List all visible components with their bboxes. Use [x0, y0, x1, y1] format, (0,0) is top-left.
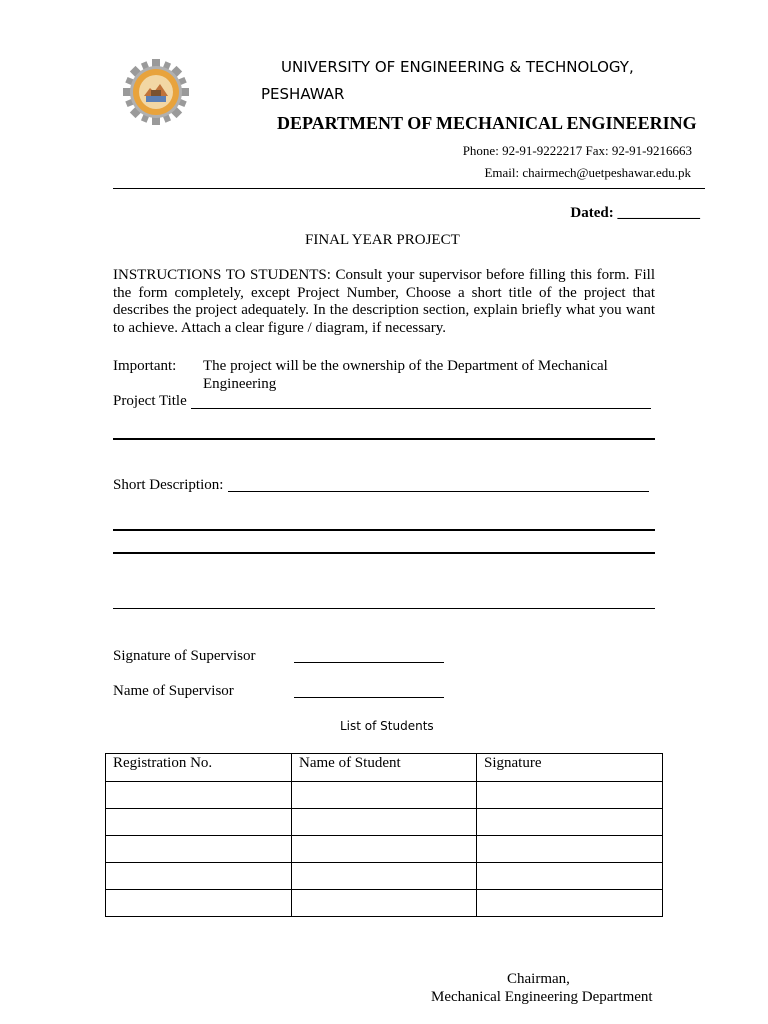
- project-title-extra-line[interactable]: [113, 438, 655, 440]
- important-label: Important:: [113, 358, 177, 374]
- short-description-input-line[interactable]: [228, 491, 649, 492]
- header-divider: [113, 188, 705, 189]
- project-title-label: Project Title: [113, 393, 187, 409]
- supervisor-name-label: Name of Supervisor: [113, 683, 234, 699]
- column-header-signature: Signature: [477, 754, 663, 782]
- description-line-3[interactable]: [113, 608, 655, 609]
- form-title: FINAL YEAR PROJECT: [305, 232, 460, 248]
- important-text: The project will be the ownership of the Department of Mechanical Engineering: [203, 358, 608, 392]
- supervisor-signature-label: Signature of Supervisor: [113, 648, 256, 664]
- signature-cell[interactable]: [477, 890, 663, 917]
- project-title-input-line[interactable]: [191, 408, 651, 409]
- phone-fax: Phone: 92-91-9222217 Fax: 92-91-9216663: [462, 143, 692, 158]
- short-description-label: Short Description:: [113, 477, 224, 493]
- table-row: [106, 782, 663, 809]
- column-header-student-name: Name of Student: [292, 754, 477, 782]
- instructions-paragraph: INSTRUCTIONS TO STUDENTS: Consult your supervisor before filling this form. Fill the form completely, except Project Number, Choose a short title of the project that describes the project adequately. In the description section, explain briefly what you want to achieve. Attach a clear figure / diagram, if necessary.: [113, 267, 655, 336]
- student-name-cell[interactable]: [292, 809, 477, 836]
- table-row: [106, 809, 663, 836]
- description-line-2[interactable]: [113, 552, 655, 554]
- student-name-cell[interactable]: [292, 782, 477, 809]
- registration-cell[interactable]: [106, 863, 292, 890]
- table-row: [106, 890, 663, 917]
- university-gear-seal-icon: [121, 58, 191, 126]
- university-name-line1: UNIVERSITY OF ENGINEERING & TECHNOLOGY,: [281, 58, 634, 76]
- table-row: [106, 863, 663, 890]
- department-name: DEPARTMENT OF MECHANICAL ENGINEERING: [277, 113, 697, 133]
- supervisor-signature-line[interactable]: [294, 662, 444, 663]
- chairman-department: Mechanical Engineering Department: [431, 989, 653, 1005]
- chairman-title: Chairman,: [507, 971, 570, 987]
- table-row: [106, 836, 663, 863]
- student-name-cell[interactable]: [292, 836, 477, 863]
- description-line-1[interactable]: [113, 529, 655, 531]
- student-name-cell[interactable]: [292, 863, 477, 890]
- university-name-line2: PESHAWAR: [261, 85, 345, 103]
- table-header-row: [106, 754, 663, 782]
- student-name-cell[interactable]: [292, 890, 477, 917]
- students-table: [105, 753, 663, 917]
- students-list-title: List of Students: [340, 719, 434, 733]
- signature-cell[interactable]: [477, 836, 663, 863]
- registration-cell[interactable]: [106, 836, 292, 863]
- dated-field[interactable]: Dated: ___________: [570, 205, 700, 221]
- registration-cell[interactable]: [106, 809, 292, 836]
- registration-cell[interactable]: [106, 782, 292, 809]
- signature-cell[interactable]: [477, 809, 663, 836]
- signature-cell[interactable]: [477, 782, 663, 809]
- supervisor-name-line[interactable]: [294, 697, 444, 698]
- email-contact: Email: chairmech@uetpeshawar.edu.pk: [484, 165, 691, 180]
- column-header-registration: Registration No.: [106, 754, 292, 782]
- signature-cell[interactable]: [477, 863, 663, 890]
- registration-cell[interactable]: [106, 890, 292, 917]
